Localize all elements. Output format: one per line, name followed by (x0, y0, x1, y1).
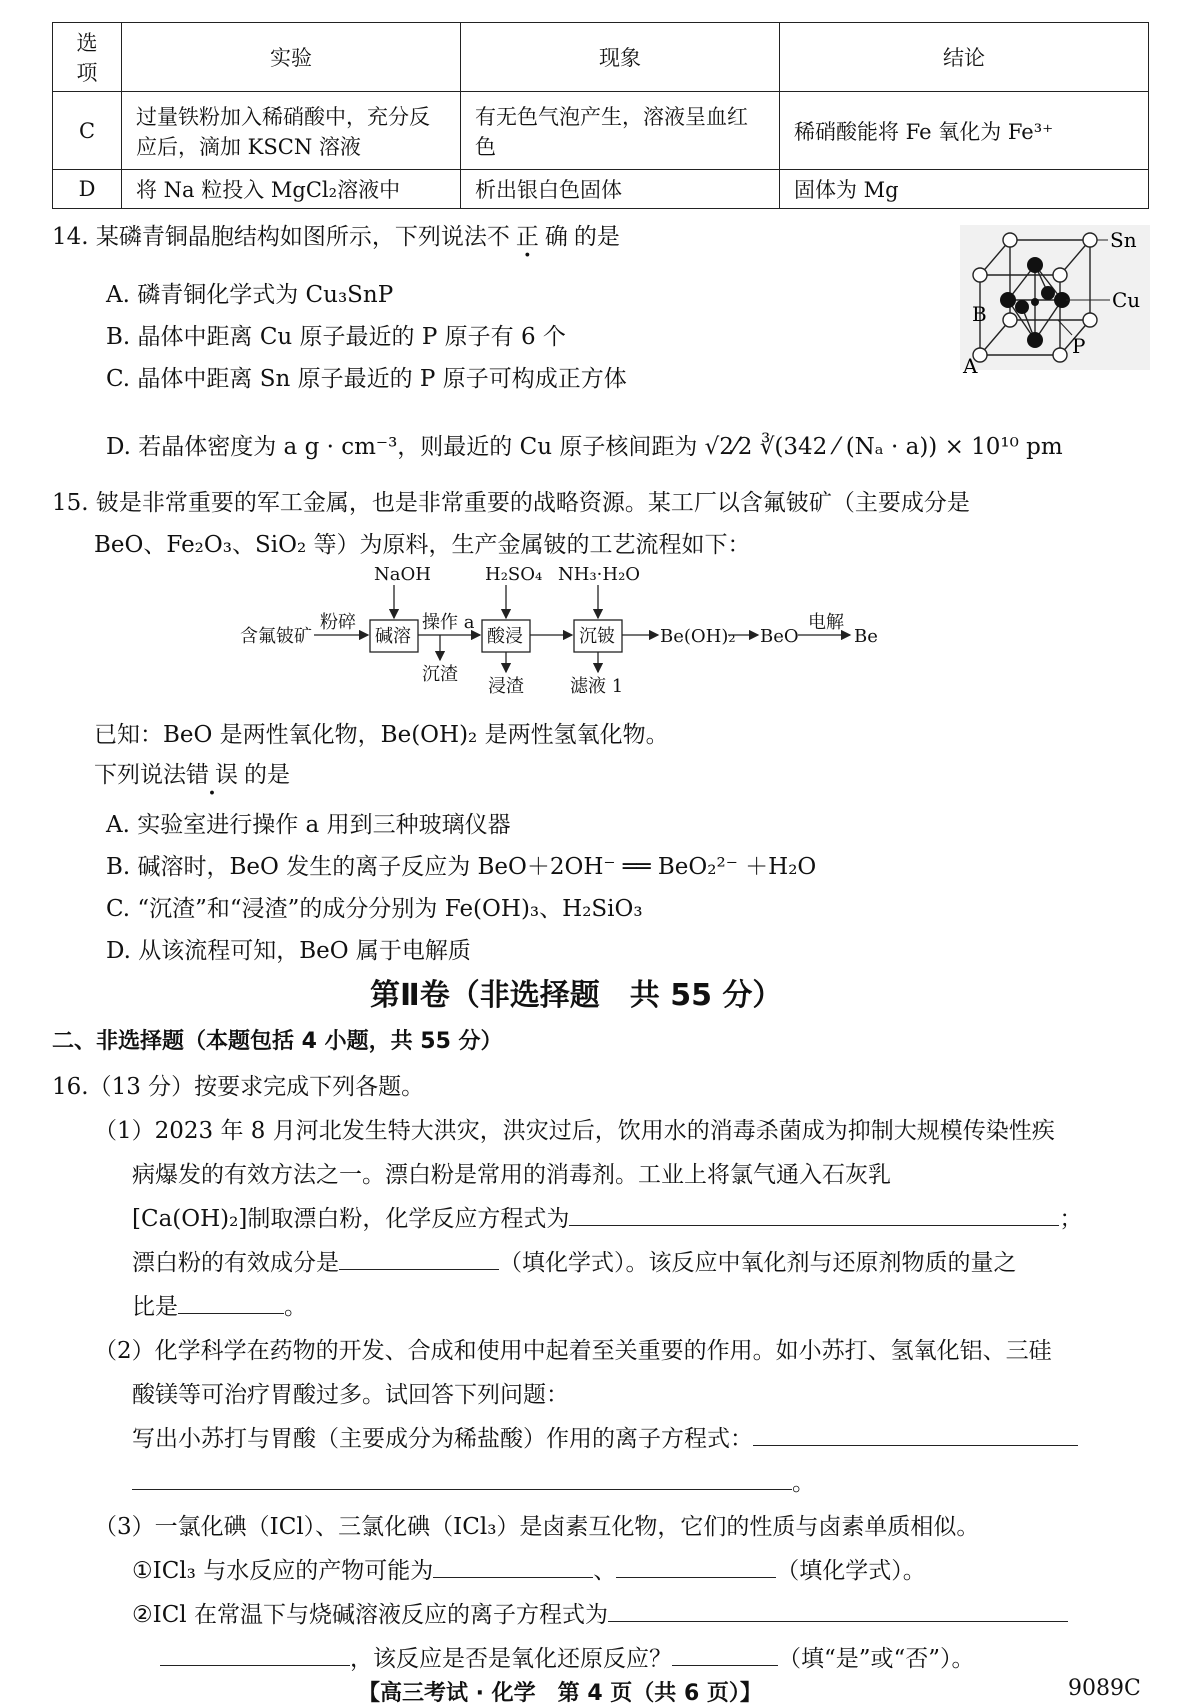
table-cell (122, 92, 461, 170)
figure-label-p: P (1072, 334, 1086, 358)
q16-p2-line4: 。 (132, 1464, 815, 1497)
answer-blank[interactable] (616, 1555, 776, 1578)
flow-out1: 沉渣 (422, 664, 458, 685)
table-row (53, 170, 1149, 209)
q14-option-a: A. 磷青铜化学式为 Cu₃SnP (106, 282, 394, 308)
answer-blank[interactable] (753, 1423, 1078, 1446)
q15-stem-line2: BeO、Fe₂O₃、SiO₂ 等）为原料，生产金属铍的工艺流程如下： (94, 532, 751, 558)
table-header: 结论 (780, 23, 1149, 92)
table-cell: 有无色气泡产生，溶液呈血红色 (461, 92, 780, 170)
q14-stem: 14. 某磷青铜晶胞结构如图所示，下列说法不正确的是 (52, 224, 620, 250)
q15-option-d: D. 从该流程可知，BeO 属于电解质 (106, 938, 471, 964)
answer-blank[interactable] (569, 1203, 1059, 1226)
figure-label-a: A (963, 354, 978, 375)
q14-d-formula: √2⁄2 ∛(342 ⁄ (Nₐ · a)) × 10¹⁰ pm (704, 434, 1063, 460)
flow-reagent3: NH₃·H₂O (558, 564, 641, 585)
flow-product3: Be (854, 626, 878, 647)
crystal-cell-figure (960, 225, 1160, 375)
figure-label-sn: Sn (1110, 228, 1137, 252)
q15-option-c: C. “沉渣”和“浸渣”的成分分别为 Fe(OH)₃、H₂SiO₃ (106, 896, 643, 922)
q16-p2-line1: （2）化学科学在药物的开发、合成和使用中起着至关重要的作用。如小苏打、氢氧化铝、三硅 (94, 1338, 1052, 1364)
process-flow-diagram (240, 560, 980, 700)
q16-stem: 16.（13 分）按要求完成下列各题。 (52, 1074, 425, 1100)
flow-operation-a: 操作 a (422, 612, 475, 633)
table-cell: C (53, 92, 122, 170)
q15-option-b: B. 碱溶时，BeO 发生的离子反应为 BeO＋2OH⁻ ══ BeO₂²⁻ ＋H₂O (106, 854, 817, 880)
answer-blank[interactable] (339, 1247, 499, 1270)
q16-p1-line4: 漂白粉的有效成分是 （填化学式）。该反应中氧化剂与还原剂物质的量之 (132, 1244, 1017, 1277)
cell-line: 应后，滴加 KSCN 溶液 (136, 134, 361, 159)
table-header: 现象 (461, 23, 780, 92)
flow-box3: 沉铍 (579, 626, 615, 647)
table-header-row (53, 23, 1149, 92)
flow-box1: 碱溶 (375, 626, 411, 647)
q14-option-d: D. 若晶体密度为 a g · cm⁻³，则最近的 Cu 原子核间距为 √2⁄2 ∛(342 ⁄ (Nₐ · a)) × 10¹⁰ pm (106, 434, 1063, 460)
q15-question: 下列说法错误的是 (94, 762, 290, 788)
experiment-table (52, 22, 1149, 209)
footer-code: 9089C (1068, 1676, 1141, 1701)
figure-label-b: B (972, 302, 987, 326)
flow-out2: 浸渣 (488, 676, 524, 697)
table-row (53, 92, 1149, 170)
table-cell: 析出银白色固体 (461, 170, 780, 209)
q15-emphasis: 错误 (186, 762, 244, 788)
q16-p1-line3: [Ca(OH)₂]制取漂白粉，化学反应方程式为 ； (132, 1200, 1082, 1233)
q15-known: 已知：BeO 是两性氧化物，Be(OH)₂ 是两性氢氧化物。 (94, 722, 669, 748)
q16-p2-line3: 写出小苏打与胃酸（主要成分为稀盐酸）作用的离子方程式： (132, 1420, 1078, 1453)
q15-stem-line1: 15. 铍是非常重要的军工金属，也是非常重要的战略资源。某工厂以含氟铍矿（主要成分是 (52, 490, 970, 516)
answer-blank[interactable] (672, 1643, 778, 1666)
answer-blank[interactable] (160, 1643, 350, 1666)
q14-option-b: B. 晶体中距离 Cu 原子最近的 P 原子有 6 个 (106, 324, 566, 350)
q14-option-c: C. 晶体中距离 Sn 原子最近的 P 原子可构成正方体 (106, 366, 627, 392)
flow-step0: 粉碎 (320, 612, 356, 633)
q16-p1-line2: 病爆发的有效方法之一。漂白粉是常用的消毒剂。工业上将氯气通入石灰乳 (132, 1162, 891, 1188)
q16-p3-line1: （3）一氯化碘（ICl）、三氯化碘（ICl₃）是卤素互化物，它们的性质与卤素单质相似。 (94, 1514, 980, 1540)
flow-start: 含氟铍矿 (240, 626, 312, 647)
section-heading: 二、非选择题（本题包括 4 小题，共 55 分） (52, 1029, 503, 1054)
q15-option-a: A. 实验室进行操作 a 用到三种玻璃仪器 (106, 812, 511, 838)
flow-reagent1: NaOH (374, 564, 431, 585)
flow-reagent2: H₂SO₄ (485, 564, 543, 585)
flow-out3: 滤液 1 (570, 676, 624, 697)
flow-product2: BeO (760, 626, 799, 647)
cell-line: 过量铁粉加入稀硝酸中，充分反 (136, 104, 430, 129)
q16-p3-line4: ，该反应是否是氧化还原反应？ （填“是”或“否”）。 (160, 1640, 975, 1673)
answer-blank[interactable] (132, 1467, 792, 1490)
flow-electrolysis: 电解 (808, 612, 844, 633)
answer-blank[interactable] (178, 1291, 284, 1314)
q16-p2-line2: 酸镁等可治疗胃酸过多。试回答下列问题： (132, 1382, 569, 1408)
footer-page-info: 【高三考试 · 化学 第 4 页（共 6 页）】 (358, 1681, 762, 1706)
table-cell: 将 Na 粒投入 MgCl₂溶液中 (122, 170, 461, 209)
figure-label-cu: Cu (1112, 288, 1141, 312)
part2-title: 第Ⅱ卷（非选择题 共 55 分） (370, 978, 783, 1013)
flow-box2: 酸浸 (487, 626, 523, 647)
q16-p3-line2: ①ICl₃ 与水反应的产物可能为 、 （填化学式）。 (132, 1552, 926, 1585)
table-cell: 稀硝酸能将 Fe 氧化为 Fe³⁺ (780, 92, 1149, 170)
table-cell: 固体为 Mg (780, 170, 1149, 209)
table-header: 选项 (53, 23, 122, 92)
q16-p1-line1: （1）2023 年 8 月河北发生特大洪灾，洪灾过后，饮用水的消毒杀菌成为抑制大规模传染性疾 (94, 1118, 1055, 1144)
table-header: 实验 (122, 23, 461, 92)
answer-blank[interactable] (433, 1555, 593, 1578)
q14-emphasis: 不正确 (486, 224, 574, 250)
answer-blank[interactable] (608, 1599, 1068, 1622)
q16-p3-line3: ②ICl 在常温下与烧碱溶液反应的离子方程式为 (132, 1596, 1068, 1629)
table-cell: D (53, 170, 122, 209)
flow-product1: Be(OH)₂ (660, 626, 736, 647)
q16-p1-line5: 比是 。 (132, 1288, 307, 1321)
